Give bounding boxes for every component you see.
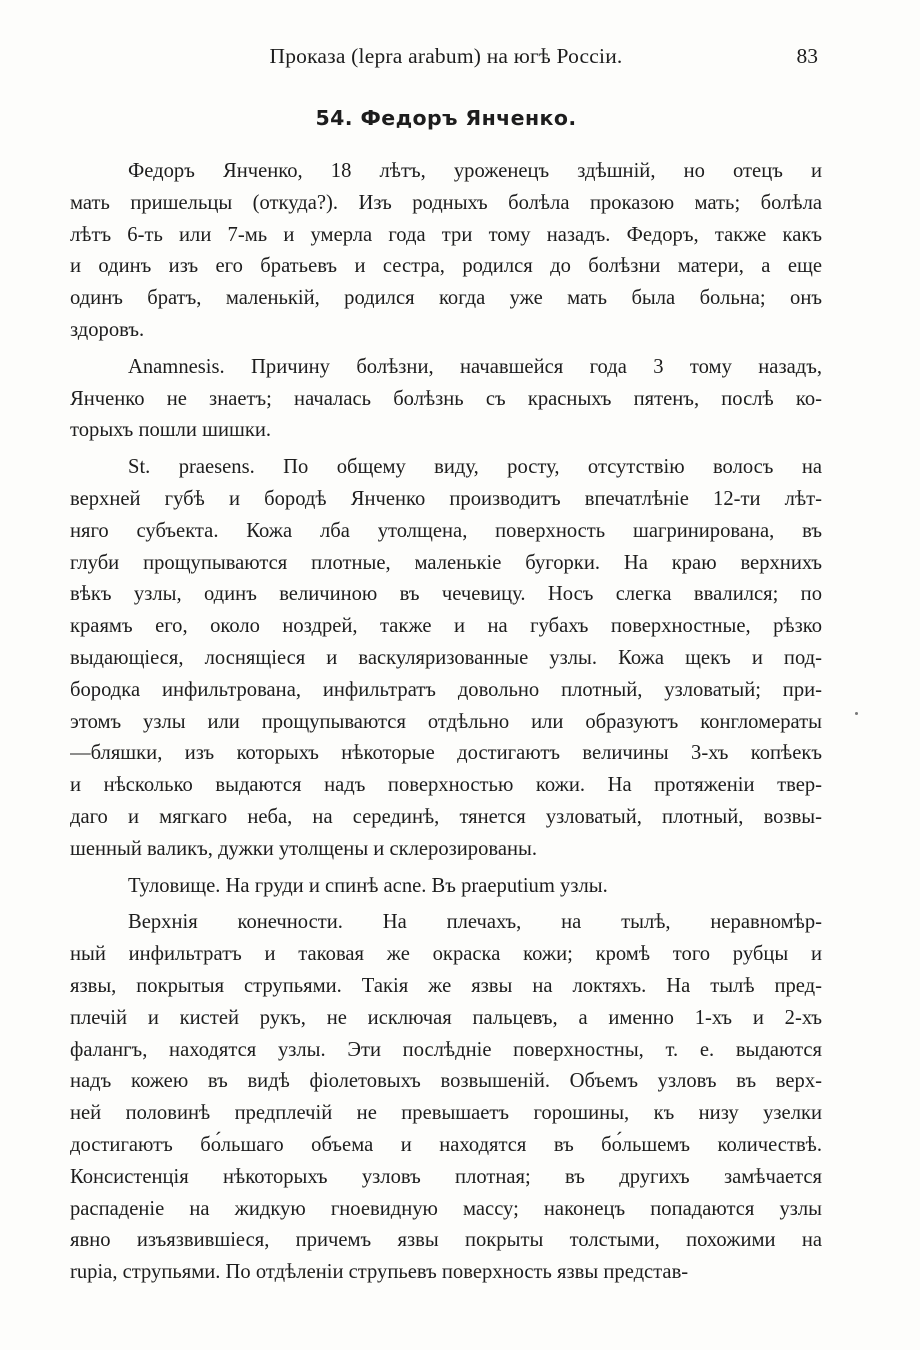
text-line: ный инфильтратъ и таковая же окраска кожи; кромѣ того рубцы и	[70, 943, 822, 966]
paragraph	[70, 352, 822, 447]
text-line: Anamnesis. Причину болѣзни, начавшейся года 3 тому назадъ,	[128, 355, 822, 378]
text-line: глуби прощупываются плотные, маленькіе бугорки. На краю верхнихъ	[70, 551, 822, 574]
text-line: плечій и кистей рукъ, не исключая пальцевъ, а именно 1-хъ и 2-хъ	[70, 1006, 822, 1029]
running-head	[70, 44, 822, 72]
text-line: бородка инфильтрована, инфильтратъ довольно плотный, узловатый; при-	[70, 678, 822, 701]
text-line: даго и мягкаго неба, на серединѣ, тянется узловатый, плотный, возвы-	[70, 805, 822, 828]
paragraph	[70, 156, 822, 347]
text-line: верхней губѣ и бородѣ Янченко производитъ впечатлѣніе 12-ти лѣт-	[70, 487, 822, 510]
text-line: торыхъ пошли шишки.	[70, 419, 271, 442]
text-line: няго субъекта. Кожа лба утолщена, поверхность шагринирована, въ	[70, 519, 822, 542]
text-line: одинъ братъ, маленькій, родился когда уже мать была больна; онъ	[70, 287, 822, 310]
text-line: —бляшки, изъ которыхъ нѣкоторые достигаютъ величины 3-хъ копѣекъ	[70, 742, 822, 765]
text-line: ней половинѣ предплечій не превышаетъ горошины, къ низу узелки	[70, 1102, 822, 1125]
text-line: Янченко не знаетъ; началась болѣзнь съ красныхъ пятенъ, послѣ ко-	[70, 387, 822, 410]
text-line: и нѣсколько выдаются надъ поверхностью кожи. На протяженіи твер-	[70, 774, 822, 797]
text-line: выдающіеся, лоснящіеся и васкуляризованные узлы. Кожа щекъ и под-	[70, 646, 822, 669]
text-line: rupia, струпьями. По отдѣленіи струпьевъ поверхность язвы представ-	[70, 1261, 689, 1284]
text-line: вѣкъ узлы, одинъ величиною въ чечевицу. Носъ слегка ввалился; по	[70, 583, 822, 606]
text-line: надъ кожею въ видѣ фіолетовыхъ возвышеній. Объемъ узловъ въ верх-	[70, 1070, 822, 1093]
paragraph	[70, 452, 822, 865]
text-line: краямъ его, около ноздрей, также и на губахъ поверхностные, рѣзко	[70, 615, 822, 638]
text-line: и одинъ изъ его братьевъ и сестра, родился до болѣзни матери, а еще	[70, 255, 822, 278]
text-line: Верхнія конечности. На плечахъ, на тылѣ, неравномѣр-	[128, 911, 822, 934]
text-line: явно изъязвившіеся, причемъ язвы покрыты толстыми, похожими на	[70, 1229, 822, 1252]
text-line: Туловище. На груди и спинѣ acne. Въ praeputium узлы.	[128, 874, 608, 897]
text-line: лѣтъ 6-ть или 7-мь и умерла года три тому назадъ. Федоръ, также какъ	[70, 223, 822, 246]
text-line: фалангъ, находятся узлы. Эти послѣдніе поверхностны, т. е. выдаются	[70, 1038, 822, 1061]
text-line: Федоръ Янченко, 18 лѣтъ, уроженецъ здѣшній, но отецъ и	[128, 160, 822, 182]
case-heading: 54. Федоръ Янченко.	[315, 106, 577, 130]
ink-speck	[855, 712, 858, 715]
page-number: 83	[796, 44, 818, 68]
text-line: St. praesens. По общему виду, росту, отсутствію волосъ на	[128, 456, 822, 479]
text-line: мать пришельцы (откуда?). Изъ родныхъ болѣла проказою мать; болѣла	[70, 191, 822, 214]
text-line: распаденіе на жидкую гноевидную массу; наконецъ попадаются узлы	[70, 1197, 822, 1220]
paragraph	[70, 871, 822, 903]
text-line: этомъ узлы или прощупываются отдѣльно или образуютъ конгломераты	[70, 710, 822, 733]
text-line: Консистенція нѣкоторыхъ узловъ плотная; въ другихъ замѣчается	[70, 1165, 822, 1188]
running-title: Проказа (lepra arabum) на югѣ Россіи.	[269, 44, 623, 68]
text-line: достигаютъ бо́льшаго объема и находятся въ бо́льшемъ количествѣ.	[70, 1133, 822, 1156]
paragraph	[70, 907, 822, 1289]
text-line: шенный валикъ, дужки утолщены и склерозированы.	[70, 837, 537, 860]
body-text	[70, 156, 822, 1289]
text-line: здоровъ.	[70, 318, 145, 341]
text-line: язвы, покрытыя струпьями. Такія же язвы на локтяхъ. На тылѣ пред-	[70, 974, 822, 997]
